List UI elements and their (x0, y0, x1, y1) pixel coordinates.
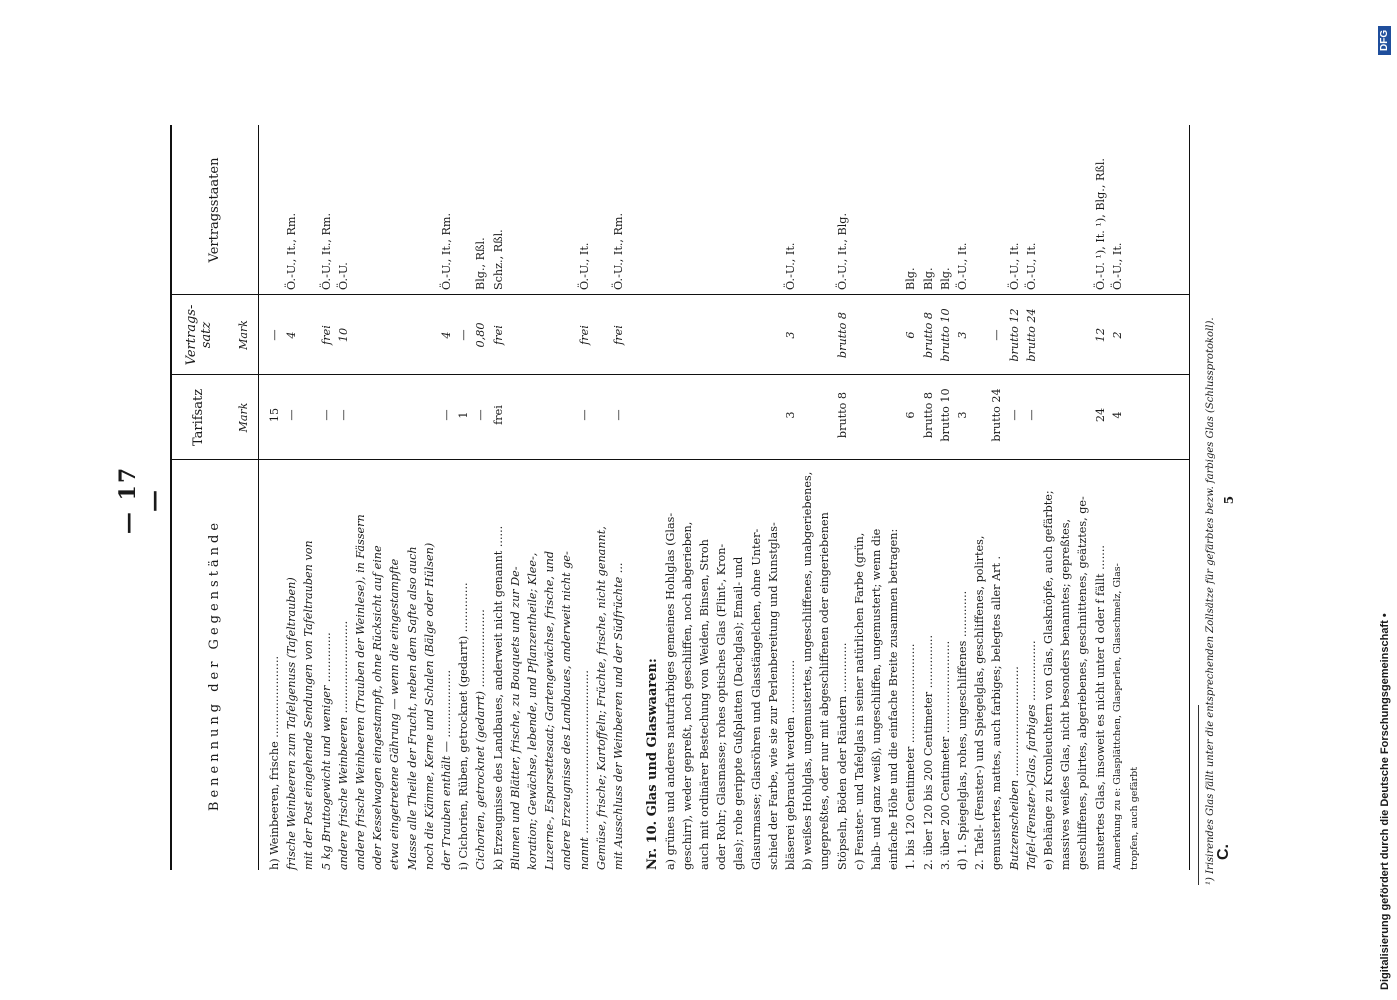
row-description: tropfen, auch gefärbt (1129, 766, 1140, 870)
row-tarifsatz: 24 (1093, 407, 1107, 423)
row-tarifsatz: frei (491, 405, 505, 425)
row-tarifsatz: — (336, 409, 350, 421)
table-row (904, 125, 917, 870)
table-row (681, 125, 694, 870)
table-row (646, 125, 659, 870)
row-tarifsatz: 4 (1110, 411, 1124, 419)
row-description: Cichorien, getrocknet (gedarrt) ...................... (474, 609, 488, 870)
table-row (526, 125, 539, 870)
row-vertragssatz: 10 (336, 327, 350, 343)
table-row (1094, 125, 1107, 870)
row-tarifsatz: 3 (784, 411, 797, 419)
row-description: Gemüse, frische; Kartoffeln; Früchte, frische, nicht genannt, (594, 526, 608, 870)
row-vertragssatz: 2 (1110, 331, 1124, 339)
row-description: a) grünes und anderes naturfarbiges gemeines Hohlglas (Glas- (663, 512, 677, 870)
row-vertragsstaaten: Ö.-U., It., Rm. (319, 212, 333, 290)
row-description: 2. über 120 bis 200 Centimeter ............... (921, 634, 935, 870)
row-tarifsatz: brutto 10 (938, 388, 952, 442)
table-row (1128, 125, 1141, 870)
row-description: Blumen und Blätter, frische, zu Bouquets und zur De- (508, 566, 522, 870)
table-row (818, 125, 831, 870)
row-description: frische Weinbeeren zum Tafelgenuss (Tafeltrauben) (285, 577, 299, 870)
row-description: der Trauben enthält — ................... (440, 669, 453, 870)
header-vertragssatz-unit: Mark (237, 320, 250, 350)
row-vertragsstaaten: Blg. (938, 267, 952, 290)
row-description: h) Weinbeeren, frische ....................... (268, 655, 281, 870)
row-description: 2. Tafel- (Fenster-) und Spiegelglas, geschliffenes, polirtes, (973, 535, 987, 870)
row-description: Anmerkung zu e: Glasplättchen, Glasperlen, Glasschmelz, Glas- (1111, 563, 1123, 870)
footnote-rule (1198, 705, 1199, 885)
table-row (698, 125, 711, 870)
table-row (853, 125, 866, 870)
row-tarifsatz: — (319, 409, 333, 421)
row-vertragsstaaten: Ö.-U., It. (956, 242, 969, 290)
row-description: geschirr), weder gepreßt, noch geschliffen, noch abgerieben, (680, 521, 694, 870)
table-row (285, 125, 298, 870)
row-tarifsatz: brutto 8 (921, 391, 935, 439)
table-row (543, 125, 556, 870)
footnote: ¹) Irisirendes Glas fällt unter die entsprechenden Zollsätze für gefärbtes bezw. farbiges Glas (Schlussprotokoll). (1205, 317, 1216, 885)
page-number: — 17 — (115, 465, 167, 535)
row-description: andere Erzeugnisse des Landbaues, anderweit nicht ge- (560, 551, 574, 870)
row-vertragsstaaten: Ö.-U., It. (1024, 242, 1038, 290)
table-row (939, 125, 952, 870)
table-row (268, 125, 281, 870)
table-row (612, 125, 625, 870)
row-vertragssatz: 4 (440, 331, 453, 339)
row-vertragssatz: brutto 8 (921, 311, 935, 359)
row-description: e) Behänge zu Kronleuchtern von Glas, Glasknöpfe, auch gefärbte; (1042, 490, 1055, 870)
row-tarifsatz: — (577, 409, 591, 421)
row-description: ungepreßtes, oder nur mit abgeschliffenen oder eingeriebenen (818, 512, 832, 870)
row-vertragssatz: 0,80 (474, 322, 488, 348)
row-tarifsatz: brutto 24 (990, 388, 1004, 442)
row-vertragsstaaten: Ö.-U., It., Blg. (835, 212, 849, 290)
row-description: geschliffenes, polirtes, abgeriebenes, geschnittenes, geätztes, ge- (1076, 496, 1090, 870)
row-vertragsstaaten: Ö.-U. (336, 262, 350, 290)
table-row (1025, 125, 1038, 870)
table-row (629, 125, 642, 870)
row-tarifsatz: — (440, 409, 453, 421)
row-description: Stöpseln, Böden oder Rändern .............. (835, 642, 849, 870)
row-description: bläserei gebraucht werden ............... (784, 660, 797, 870)
row-vertragsstaaten: Blg. (904, 267, 918, 290)
row-vertragsstaaten: Schz., Rßl. (491, 229, 505, 290)
table-row (887, 125, 900, 870)
row-description: Tafel-(Fenster-)Glas, farbiges ................. (1024, 640, 1038, 870)
table-row (1111, 125, 1124, 870)
header-vertragssatz: Vertrags-satz (184, 304, 214, 366)
row-vertragssatz: 4 (285, 331, 299, 339)
table-row (595, 125, 608, 870)
table-row (1008, 125, 1021, 870)
row-vertragsstaaten: Ö.-U., It. (784, 242, 797, 290)
table-row (423, 125, 436, 870)
row-vertragssatz: — (268, 329, 281, 341)
table-row (302, 125, 315, 870)
table-row (870, 125, 883, 870)
corner-letter: C. (1215, 844, 1232, 860)
row-description: 5 kg Bruttogewicht und weniger .............. (319, 632, 333, 870)
row-vertragsstaaten: Ö.-U., It. (1007, 242, 1021, 290)
dfg-logo: DFG (1378, 26, 1391, 55)
table-row (990, 125, 1003, 870)
table-row (1042, 125, 1055, 870)
row-vertragssatz: 6 (904, 331, 918, 339)
row-description: auch mit ordinärer Bestechung von Weiden, Binsen, Stroh (698, 539, 711, 870)
table-row (767, 125, 780, 870)
row-description: oder Rohr; Glasmasse; rohes optisches Glas (Flint-, Kron- (715, 543, 729, 870)
table-bottom-rule (1189, 125, 1190, 870)
table-row (388, 125, 401, 870)
row-vertragsstaaten: Ö.-U., It., Rm. (285, 212, 299, 290)
row-description: oder Kesselwagen eingestampft, ohne Rücksicht auf eine (371, 545, 385, 870)
table-row (956, 125, 969, 870)
table-row (784, 125, 797, 870)
header-tarifsatz-unit: Mark (237, 402, 250, 433)
table-row (664, 125, 677, 870)
header-vertragsstaaten: Vertragsstaaten (207, 157, 222, 263)
row-description: b) weißes Hohlglas, ungemustertes, ungeschliffenes, unabgeriebenes, (801, 471, 815, 870)
row-description: gemustertes, mattes, auch farbiges; belegtes aller Art . (990, 555, 1004, 870)
row-description: halb- und ganz weiß), ungeschliffen, ungemustert; wenn die (870, 528, 883, 870)
table-row (973, 125, 986, 870)
sheet-number: 5 (1222, 495, 1236, 505)
row-description: glas); rohe gerippte Gußplatten (Dachglas); Email- und (732, 556, 746, 870)
header-tarifsatz: Tarifsatz (191, 388, 206, 447)
row-vertragsstaaten: Ö.-U. ¹), It. ¹), Blg., Rßl. (1093, 158, 1107, 290)
row-description: c) Fenster- und Tafelglas in seiner natürlichen Farbe (grün, (852, 532, 866, 870)
row-description: etwa eingetretene Gährung — wenn die eingestampfte (388, 558, 402, 870)
dfg-notice-strip (1375, 0, 1397, 1000)
table-row (836, 125, 849, 870)
row-tarifsatz: — (1024, 409, 1038, 421)
table-row (320, 125, 333, 870)
row-vertragssatz: 3 (956, 331, 969, 339)
row-vertragssatz: 12 (1093, 327, 1107, 343)
row-description: koration; Gewächse, lebende, und Pflanzentheile; Klee-, (526, 552, 539, 870)
table-row (715, 125, 728, 870)
row-tarifsatz: 6 (904, 411, 918, 419)
table-row (337, 125, 350, 870)
row-vertragsstaaten: Ö.-U., It., Rm. (440, 212, 453, 290)
row-vertragsstaaten: Blg. (921, 267, 935, 290)
table-row (732, 125, 745, 870)
row-tarifsatz: 1 (457, 411, 471, 419)
row-description: nannt .............................................. (577, 670, 591, 870)
row-description: i) Cichorien, Rüben, getrocknet (gedarrt) .............. (457, 582, 471, 870)
row-description: einfache Höhe und die einfache Breite zusammen betragen: (887, 528, 901, 870)
table-row (354, 125, 367, 870)
table-row (578, 125, 591, 870)
row-description: Butzenscheiben ............................... (1007, 666, 1021, 870)
row-tarifsatz: brutto 8 (835, 391, 849, 439)
row-vertragssatz: 3 (784, 331, 797, 339)
row-vertragssatz: brutto 24 (1024, 308, 1038, 362)
dfg-notice: Digitalisierung gefördert durch die Deutsche Forschungsgemeinschaft • (1379, 613, 1391, 990)
row-vertragssatz: brutto 10 (938, 308, 952, 362)
table-row (922, 125, 935, 870)
row-tarifsatz: 15 (268, 407, 281, 423)
table-row (750, 125, 763, 870)
row-vertragssatz: frei (319, 325, 333, 345)
row-tarifsatz: — (1007, 409, 1021, 421)
row-description: mit Ausschluss der Weinbeeren und der Südfrüchte ... (612, 562, 625, 870)
row-description: d) 1. Spiegelglas, rohes, ungeschliffenes ............. (956, 590, 969, 870)
row-description: mit der Post eingehende Sendungen von Tafeltrauben von (302, 540, 316, 870)
table-row (492, 125, 505, 870)
row-description: noch die Kämme, Kerne und Schalen (Bälge oder Hülsen) (422, 542, 436, 870)
row-vertragsstaaten: Ö.-U., It., Rm. (612, 212, 625, 290)
row-description: massives weißes Glas, nicht besonders benanntes; gepreßtes, (1059, 518, 1073, 870)
table-row (1076, 125, 1089, 870)
table-row (406, 125, 419, 870)
row-tarifsatz: — (285, 409, 299, 421)
row-description: Glasurmasse; Glasröhren und Glasstängelchen, ohne Unter- (749, 528, 763, 870)
table-row (474, 125, 487, 870)
header-rule (258, 125, 259, 870)
table-row (509, 125, 522, 870)
row-tarifsatz: — (474, 409, 488, 421)
row-tarifsatz: — (612, 409, 625, 421)
row-description: Luzerne-, Esparsettesaat; Gartengewächse, frische, und (543, 550, 557, 870)
row-description: andere frische Weinbeeren .......................... (336, 620, 350, 870)
table-row (440, 125, 453, 870)
row-vertragsstaaten: Blg., Rßl. (474, 237, 488, 290)
row-description: Nr. 10. Glas und Glaswaaren: (645, 658, 661, 870)
row-vertragssatz: — (457, 329, 471, 341)
row-vertragssatz: brutto 8 (835, 311, 849, 359)
table-row (801, 125, 814, 870)
row-vertragssatz: frei (612, 325, 625, 345)
row-tarifsatz: 3 (956, 411, 969, 419)
row-description: k) Erzeugnisse des Landbaues, anderweit nicht genannt ...... (491, 525, 505, 870)
table-top-rule (170, 125, 172, 870)
row-description: 3. über 200 Centimeter .......................... (938, 640, 952, 870)
row-description: Masse alle Theile der Frucht, neben dem Safte also auch (405, 546, 419, 870)
row-description: schied der Farbe, wie sie zur Perlenbereitung und Kunstglas- (766, 522, 780, 870)
row-vertragssatz: — (990, 329, 1004, 341)
row-vertragssatz: frei (491, 325, 505, 345)
row-vertragsstaaten: Ö.-U., It. (577, 242, 591, 290)
row-description: 1. bis 120 Centimeter ............................ (904, 643, 918, 870)
table-row (371, 125, 384, 870)
table-row (560, 125, 573, 870)
table-row (457, 125, 470, 870)
header-benennung: Benennung der Gegenstände (207, 518, 222, 812)
row-vertragsstaaten: Ö.-U., It. (1110, 242, 1124, 290)
row-vertragssatz: frei (577, 325, 591, 345)
row-vertragssatz: brutto 12 (1007, 308, 1021, 362)
table-row (1059, 125, 1072, 870)
row-description: mustertes Glas, insoweit es nicht unter d oder f fällt ....... (1093, 545, 1107, 870)
row-description: andere frische Weinbeeren (Trauben der Weinlese), in Fässern (354, 514, 367, 870)
